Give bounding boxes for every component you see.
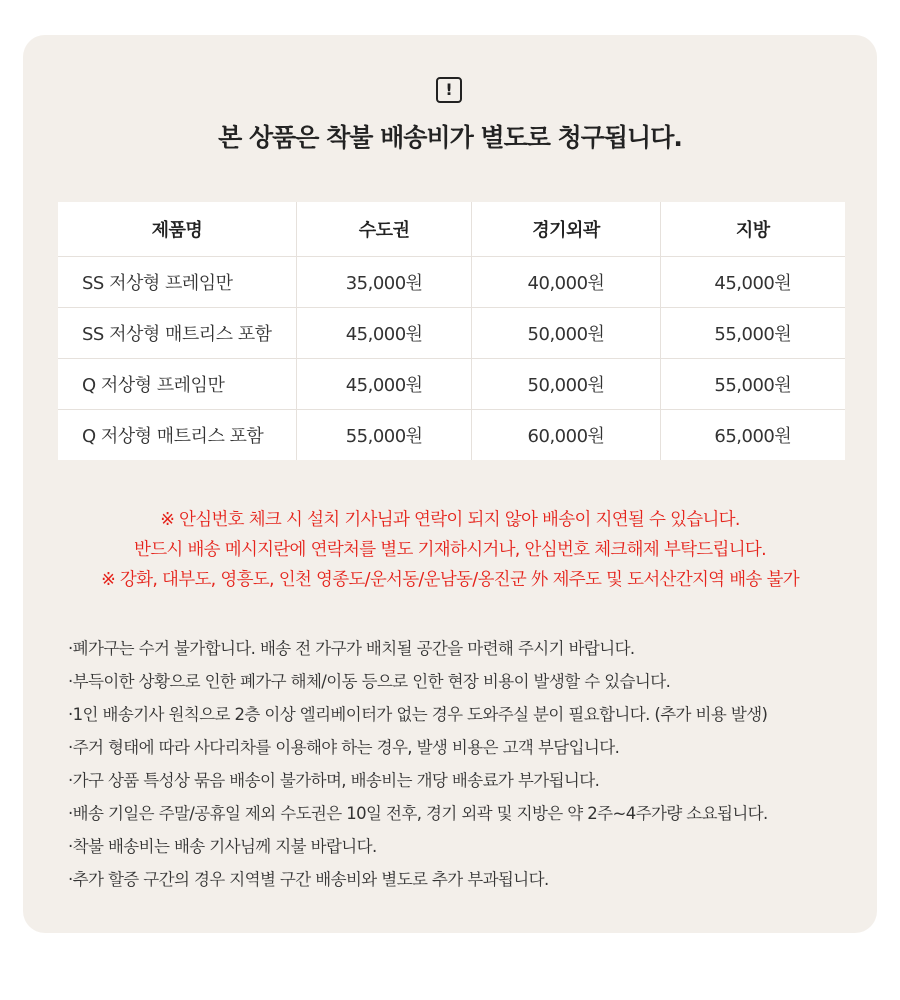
note-item: ·주거 형태에 따라 사다리차를 이용해야 하는 경우, 발생 비용은 고객 부담입니다. [68, 738, 620, 757]
price-metro: 45,000원 [296, 359, 471, 410]
table-row [58, 359, 845, 410]
shipping-rate-table [58, 202, 845, 460]
table-row [58, 308, 845, 359]
price-local: 45,000원 [660, 257, 845, 308]
price-metro: 45,000원 [296, 308, 471, 359]
price-metro: 55,000원 [296, 410, 471, 461]
price-outer: 40,000원 [472, 257, 660, 308]
note-item: ·추가 할증 구간의 경우 지역별 구간 배송비와 별도로 추가 부과됩니다. [68, 870, 549, 889]
notice-line: 반드시 배송 메시지란에 연락처를 별도 기재하시거나, 안심번호 체크해제 부탁드립니다. [133, 540, 766, 560]
price-local: 55,000원 [660, 359, 845, 410]
price-outer: 50,000원 [472, 359, 660, 410]
product-name: Q 저상형 프레임만 [58, 359, 296, 410]
note-item: ·배송 기일은 주말/공휴일 제외 수도권은 10일 전후, 경기 외곽 및 지방은 약 2주~4주가량 소요됩니다. [68, 804, 768, 823]
delivery-notes [68, 632, 868, 896]
note-item: ·부득이한 상황으로 인한 폐가구 해체/이동 등으로 인한 현장 비용이 발생할 수 있습니다. [68, 672, 671, 691]
header-product: 제품명 [58, 202, 296, 257]
price-outer: 60,000원 [472, 410, 660, 461]
header-metro: 수도권 [296, 202, 471, 257]
exclamation-icon: ! [436, 77, 462, 103]
warning-notices [0, 505, 900, 595]
note-item: ·1인 배송기사 원칙으로 2층 이상 엘리베이터가 없는 경우 도와주실 분이 필요합니다. (추가 비용 발생) [68, 705, 768, 724]
page-title: 본 상품은 착불 배송비가 별도로 청구됩니다. [218, 123, 682, 152]
product-name: SS 저상형 프레임만 [58, 257, 296, 308]
header-outer: 경기외곽 [472, 202, 660, 257]
table-row [58, 410, 845, 461]
table-header-row [58, 202, 845, 257]
price-local: 65,000원 [714, 426, 792, 447]
header-local: 지방 [660, 202, 845, 257]
note-item: ·폐가구는 수거 불가합니다. 배송 전 가구가 배치될 공간을 마련해 주시기 바랍니다. [68, 639, 635, 658]
notice-line: ※ 안심번호 체크 시 설치 기사님과 연락이 되지 않아 배송이 지연될 수 있습니다. [160, 510, 740, 530]
price-outer: 50,000원 [472, 308, 660, 359]
note-item: ·가구 상품 특성상 묶음 배송이 불가하며, 배송비는 개당 배송료가 부가됩니다. [68, 771, 600, 790]
product-name: Q 저상형 매트리스 포함 [58, 410, 296, 461]
price-metro: 35,000원 [296, 257, 471, 308]
notice-line: ※ 강화, 대부도, 영흥도, 인천 영종도/운서동/운남동/옹진군 外 제주도 및 도서산간지역 배송 불가 [101, 570, 799, 590]
product-name: SS 저상형 매트리스 포함 [58, 308, 296, 359]
table-row [58, 257, 845, 308]
note-item: ·착불 배송비는 배송 기사님께 지불 바랍니다. [68, 837, 377, 856]
price-local: 55,000원 [660, 308, 845, 359]
